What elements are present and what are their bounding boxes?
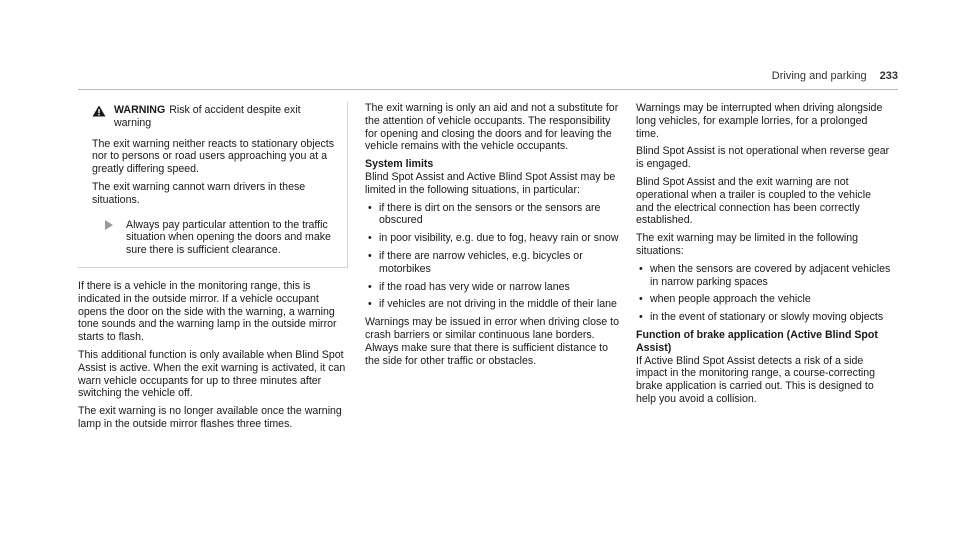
bullet-glyph: • xyxy=(639,262,643,275)
list-item-text: if vehicles are not driving in the middle of their lane xyxy=(379,298,617,311)
system-limits-list xyxy=(365,202,620,312)
warning-heading-text xyxy=(114,104,337,130)
list-item xyxy=(636,293,891,306)
warning-body xyxy=(90,138,337,257)
system-limits-heading: System limits xyxy=(365,158,434,171)
bullet-glyph: • xyxy=(368,201,372,214)
action-arrow-icon xyxy=(104,220,114,230)
col3-paragraph-2: Blind Spot Assist is not operational when reverse gear is engaged. xyxy=(636,145,890,171)
column-2 xyxy=(365,102,620,372)
warning-box xyxy=(78,102,348,268)
bullet-glyph: • xyxy=(639,311,643,324)
warning-triangle-icon xyxy=(92,105,106,117)
warning-paragraph-1: The exit warning neither reacts to stationary objects nor to persons or road users approaching you at a greatly differing speed. xyxy=(92,137,335,176)
warning-action-text: Always pay particular attention to the traffic situation when opening the doors and make sure there is sufficient clearance. xyxy=(126,218,331,257)
list-item-text: in the event of stationary or slowly moving objects xyxy=(650,311,884,324)
page-number: 233 xyxy=(879,70,898,82)
bullet-glyph: • xyxy=(639,293,643,306)
list-item-text: if there is dirt on the sensors or the sensors are obscured xyxy=(379,201,601,227)
list-item xyxy=(365,232,620,245)
column-1 xyxy=(78,102,348,436)
bullet-glyph: • xyxy=(368,232,372,245)
list-item-text: when the sensors are covered by adjacent vehicles in narrow parking spaces xyxy=(650,262,891,288)
list-item-text: in poor visibility, e.g. due to fog, heavy rain or snow xyxy=(379,232,619,245)
bullet-glyph: • xyxy=(368,298,372,311)
warning-action xyxy=(104,219,337,257)
bullet-glyph: • xyxy=(368,249,372,262)
brake-application-heading: Function of brake application (Active Blind Spot Assist) xyxy=(636,328,878,354)
exit-warning-limits-list xyxy=(636,263,891,324)
header-rule xyxy=(78,89,898,90)
col3-paragraph-4: The exit warning may be limited in the following situations: xyxy=(636,232,858,257)
list-item xyxy=(636,263,891,289)
list-item xyxy=(365,298,620,311)
section-title: Driving and parking xyxy=(771,70,867,82)
col2-paragraph-3: Warnings may be issued in error when driving close to crash barriers or similar continuous lane borders. Always make sure that there is sufficient distance to the side for other traffic or obstacles. xyxy=(365,316,619,367)
list-item xyxy=(365,281,620,294)
col2-paragraph-1: The exit warning is only an aid and not a substitute for the attention of vehicle occupants. The responsibility for opening and closing the doors and for leaving the vehicle remains with the vehicle occupants. xyxy=(365,102,619,153)
col1-paragraph-2: This additional function is only available when Blind Spot Assist is active. When the exit warning is activated, it can warn vehicle occupants for up to three minutes after switching the vehicle off. xyxy=(78,348,346,400)
col1-paragraph-3: The exit warning is no longer available once the warning lamp in the outside mirror flashes three times. xyxy=(78,405,342,430)
column-3 xyxy=(636,102,891,411)
warning-label: WARNING xyxy=(114,104,166,116)
list-item xyxy=(365,250,620,276)
running-header xyxy=(772,70,898,82)
list-item-text: if the road has very wide or narrow lanes xyxy=(379,280,570,293)
list-item-text: when people approach the vehicle xyxy=(650,293,811,306)
col1-paragraph-1: If there is a vehicle in the monitoring range, this is indicated in the outside mirror. If a vehicle occupant opens the door on the side with the warning, a warning tone sounds and the warning lamp in the outside mirror starts to flash. xyxy=(78,279,337,344)
warning-paragraph-2: The exit warning cannot warn drivers in these situations. xyxy=(92,180,306,206)
list-item-text: if there are narrow vehicles, e.g. bicycles or motorbikes xyxy=(379,249,583,275)
bullet-glyph: • xyxy=(368,280,372,293)
list-item xyxy=(365,202,620,228)
warning-title-text: Risk of accident despite exit warning xyxy=(114,104,301,129)
col2-paragraph-2: Blind Spot Assist and Active Blind Spot Assist may be limited in the following situations, in particular: xyxy=(365,170,616,196)
col3-paragraph-1: Warnings may be interrupted when driving alongside long vehicles, for example lorries, for a prolonged time. xyxy=(636,102,883,140)
col3-paragraph-3: Blind Spot Assist and the exit warning are not operational when a trailer is coupled to the vehicle and the electrical connection has been correctly established. xyxy=(636,175,871,227)
warning-heading xyxy=(90,104,337,130)
col3-paragraph-5: If Active Blind Spot Assist detects a risk of a side impact in the monitoring range, a course-correcting brake application is carried out. This is designed to help you avoid a collision. xyxy=(636,354,876,405)
list-item xyxy=(636,311,891,324)
